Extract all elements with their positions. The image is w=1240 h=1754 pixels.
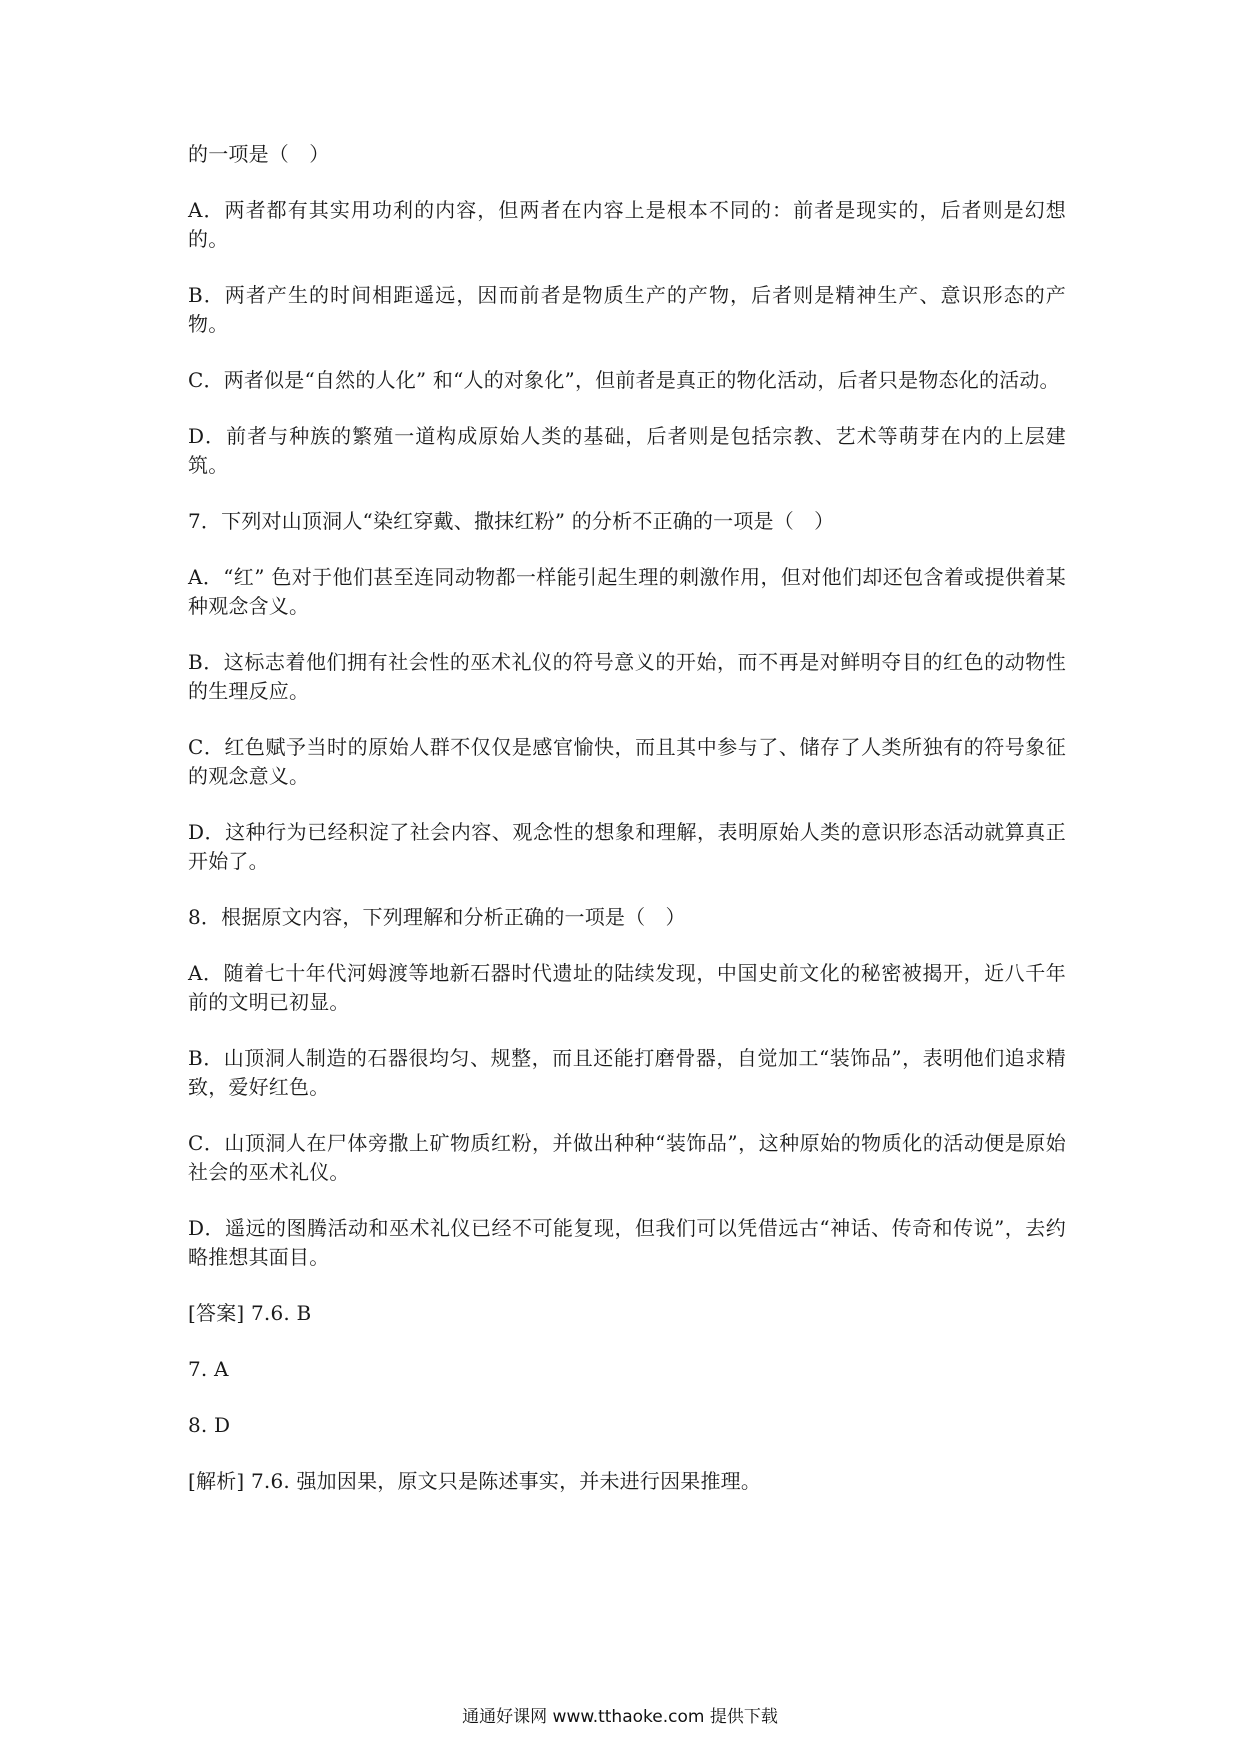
question-7-option-b: B．这标志着他们拥有社会性的巫术礼仪的符号意义的开始，而不再是对鲜明夺目的红色的动物性的生理反应。 (188, 650, 1066, 703)
question-6-option-d: D．前者与种族的繁殖一道构成原始人类的基础，后者则是包括宗教、艺术等萌芽在内的上层建筑。 (188, 424, 1066, 477)
question-7-option-d: D．这种行为已经积淀了社会内容、观念性的想象和理解，表明原始人类的意识形态活动就算真正开始了。 (188, 820, 1066, 873)
explanation-line: [解析] 7.6. 强加因果，原文只是陈述事实，并未进行因果推理。 (188, 1469, 762, 1493)
answer-line-2: 7. A (188, 1357, 229, 1381)
answer-line-3: 8. D (188, 1413, 231, 1437)
question-6-option-b: B．两者产生的时间相距遥远，因而前者是物质生产的产物，后者则是精神生产、意识形态的产物。 (188, 283, 1066, 336)
question-8-option-d: D．遥远的图腾活动和巫术礼仪已经不可能复现，但我们可以凭借远古“神话、传奇和传说”，去约略推想其面目。 (188, 1216, 1066, 1269)
question-7-option-a: A．“红” 色对于他们甚至连同动物都一样能引起生理的刺激作用，但对他们却还包含着或提供着某种观念含义。 (188, 565, 1066, 618)
question-8-option-b: B．山顶洞人制造的石器很均匀、规整，而且还能打磨骨器，自觉加工“装饰品”，表明他们追求精致，爱好红色。 (188, 1046, 1066, 1099)
question-8-stem: 8．根据原文内容，下列理解和分析正确的一项是（ ） (188, 905, 686, 929)
question-6-option-a: A．两者都有其实用功利的内容，但两者在内容上是根本不同的：前者是现实的，后者则是幻想的。 (188, 198, 1066, 251)
question-7-option-c: C．红色赋予当时的原始人群不仅仅是感官愉快，而且其中参与了、储存了人类所独有的符号象征的观念意义。 (188, 735, 1066, 788)
question-8-option-c: C．山顶洞人在尸体旁撒上矿物质红粉，并做出种种“装饰品”，这种原始的物质化的活动便是原始社会的巫术礼仪。 (188, 1131, 1066, 1184)
document-body (188, 140, 1066, 1523)
question-6-stem-continuation: 的一项是（ ） (188, 142, 330, 166)
question-7-stem: 7．下列对山顶洞人“染红穿戴、撒抹红粉” 的分析不正确的一项是（ ） (188, 509, 835, 533)
question-8-option-a: A．随着七十年代河姆渡等地新石器时代遗址的陆续发现，中国史前文化的秘密被揭开，近八千年前的文明已初显。 (188, 961, 1066, 1014)
page-footer: 通通好课网 www.tthaoke.com 提供下载 (462, 1707, 778, 1727)
question-6-option-c: C．两者似是“自然的人化” 和“人的对象化”，但前者是真正的物化活动，后者只是物态化的活动。 (188, 368, 1060, 392)
answer-line-1: [答案] 7.6. B (188, 1301, 312, 1325)
